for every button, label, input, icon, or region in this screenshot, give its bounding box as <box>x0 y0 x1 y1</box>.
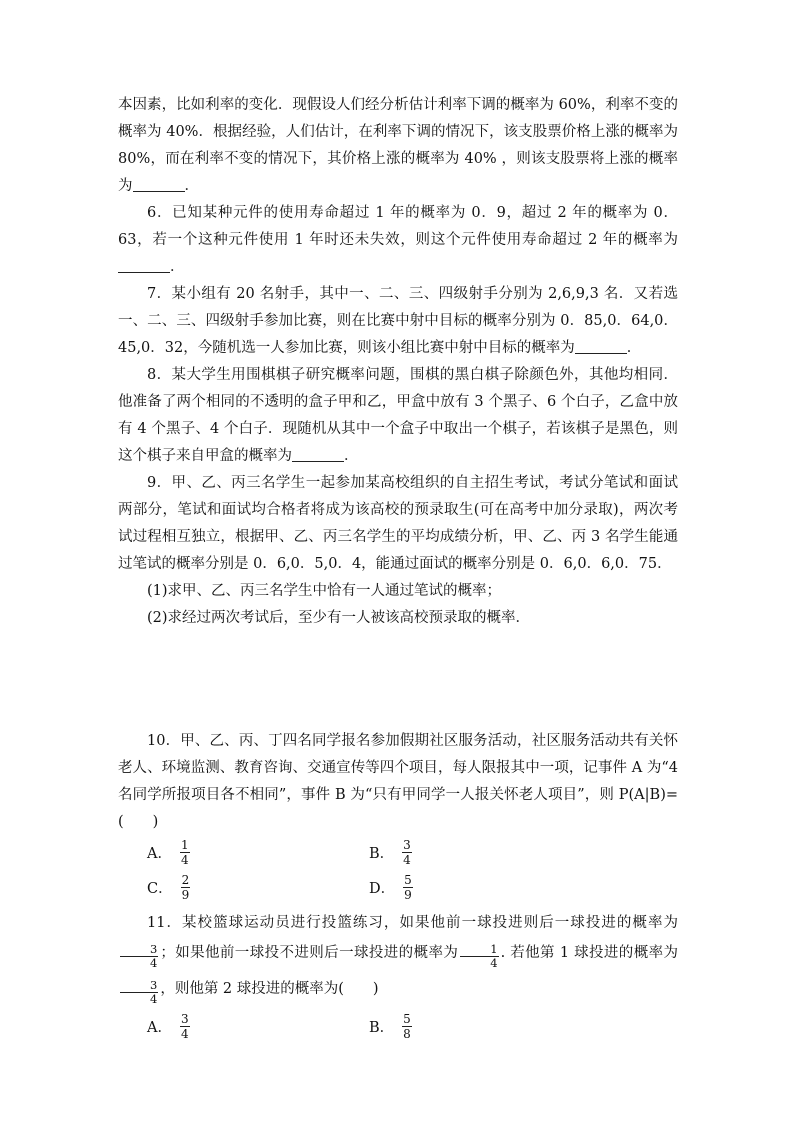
option-fraction <box>180 838 190 867</box>
q11-option-b[interactable] <box>369 1012 591 1041</box>
q5-end: ． <box>184 178 199 194</box>
question-8 <box>118 362 678 470</box>
option-label: C． <box>147 881 173 897</box>
answer-space <box>118 632 678 728</box>
numerator: 3 <box>120 979 158 993</box>
option-label: D． <box>369 881 396 897</box>
numerator: 3 <box>403 838 411 852</box>
q6-text: 6．已知某种元件的使用寿命超过 1 年的概率为 0．9，超过 2 年的概率为 0．63，若一个这种元件使用 1 年时还未失效，则这个元件使用寿命超过 2 年的概率为 <box>118 205 678 248</box>
q5-line1: 本因素，比如利率的变化．现假设人们经分析估计利率下调的概率为 60%，利率不变的概 <box>118 97 678 140</box>
q9-subquestion-1: (1)求甲、乙、丙三名学生中恰有一人通过笔试的概率； <box>147 583 502 599</box>
q7-text: 7．某小组有 20 名射手，其中一、二、三、四级射手分别为 2,6,9,3 名．又若选一、二、三、四级射手参加比赛，则在比赛中射中目标的概率分别为 0．85,0．64,0．45,0．32，今随机选一人参加比赛，则该小组比赛中射中目标的概率为 <box>118 286 678 356</box>
answer-blank[interactable] <box>292 447 344 462</box>
denominator: 4 <box>180 853 189 867</box>
q10-option-b[interactable] <box>369 838 591 867</box>
denominator: 4 <box>490 956 498 970</box>
q5-line2: 率为 40%．根据经验，人们估计，在利率下调的情况下，该支股票价格上涨的概率为 80%， <box>118 124 678 167</box>
q10-option-d[interactable] <box>369 873 591 902</box>
q10-option-a[interactable] <box>147 838 369 867</box>
denominator: 8 <box>403 1027 411 1041</box>
option-fraction <box>403 873 413 902</box>
numerator: 1 <box>180 838 189 852</box>
q11-text-2: ；如果他前一球投不进则后一球投进的概率为 <box>160 945 459 961</box>
question-6 <box>118 200 678 281</box>
q8-end: ． <box>344 448 359 464</box>
answer-blank[interactable] <box>133 177 185 192</box>
denominator: 4 <box>150 956 158 970</box>
q10-options-row-2 <box>118 873 678 902</box>
q9-text: 9．甲、乙、丙三名学生一起参加某高校组织的自主招生考试，考试分笔试和面试两部分，笔试和面试均合格者将成为该高校的预录取生(可在高考中加分录取)，两次考试过程相互独立，根据甲、乙、丙三名学生的平均成绩分析，甲、乙、丙 3 名学生能通过笔试的概率分别是 0．6,0．5,0．4，能通过面试的概率分别是 0．6,0．6,0．75． <box>118 475 678 572</box>
q8-text: 8．某大学生用围棋棋子研究概率问题，围棋的黑白棋子除颜色外，其他均相同．他准备了两个相同的不透明的盒子甲和乙，甲盒中放有 3 个黑子、6 个白子，乙盒中放有 4 个黑子、4 个白子．现随机从其中一个盒子中取出一个棋子，若该棋子是黑色，则这个棋子来自甲盒的概率为 <box>118 367 678 464</box>
inline-fraction <box>120 943 158 970</box>
option-label: B． <box>369 1020 395 1036</box>
denominator: 4 <box>180 1027 189 1041</box>
numerator: 5 <box>403 1012 411 1026</box>
question-9 <box>118 470 678 578</box>
denominator: 4 <box>403 853 411 867</box>
q6-end: ． <box>170 259 185 275</box>
q10-options-row-1 <box>118 838 678 867</box>
question-5-tail <box>118 92 678 200</box>
option-fraction <box>180 1012 190 1041</box>
inline-fraction <box>460 943 498 970</box>
question-7 <box>118 281 678 362</box>
numerator: 1 <box>460 943 498 957</box>
numerator: 5 <box>404 873 412 887</box>
q7-end: ． <box>626 340 642 356</box>
numerator: 3 <box>120 943 158 957</box>
q5-line3: 而在利率不变的情况下，其价格上涨的概率为 40% ，则该支股票将上涨的概率为 <box>118 151 678 194</box>
q10-text: 10．甲、乙、丙、丁四名同学报名参加假期社区服务活动，社区服务活动共有关怀老人、环境监测、教育咨询、交通宣传等四个项目，每人限报其中一项，记事件 A 为“4 名同学所报项目各不相同”，事件 B 为“只有甲同学一人报关怀老人项目”，则 P(A|B)=( ) <box>118 733 678 830</box>
q9-subquestion-2: (2)求经过两次考试后，至少有一人被该高校预录取的概率． <box>147 610 531 626</box>
option-label: B． <box>369 846 395 862</box>
denominator: 9 <box>181 888 190 902</box>
option-fraction <box>181 873 191 902</box>
q11-text-4: ，则他第 2 球投进的概率为( ) <box>160 981 379 997</box>
inline-fraction <box>120 979 158 1006</box>
question-11 <box>118 908 678 1010</box>
option-label: A． <box>147 1020 172 1036</box>
option-label: A． <box>147 846 172 862</box>
numerator: 3 <box>180 1012 189 1026</box>
answer-blank[interactable] <box>575 339 627 354</box>
q11-option-a[interactable] <box>147 1012 369 1041</box>
answer-blank[interactable] <box>118 258 170 273</box>
option-fraction <box>402 1012 412 1041</box>
q11-text-1: 11．某校篮球运动员进行投篮练习，如果他前一球投进则后一球投进的概率为 <box>147 915 678 931</box>
numerator: 2 <box>181 873 190 887</box>
q11-options-row-1 <box>118 1012 678 1041</box>
option-fraction <box>402 838 412 867</box>
q11-text-3: . 若他第 1 球投进的概率为 <box>500 945 678 961</box>
denominator: 4 <box>150 992 158 1006</box>
worksheet-page <box>118 92 678 1047</box>
denominator: 9 <box>404 888 412 902</box>
question-10 <box>118 728 678 836</box>
q10-option-c[interactable] <box>147 873 369 902</box>
